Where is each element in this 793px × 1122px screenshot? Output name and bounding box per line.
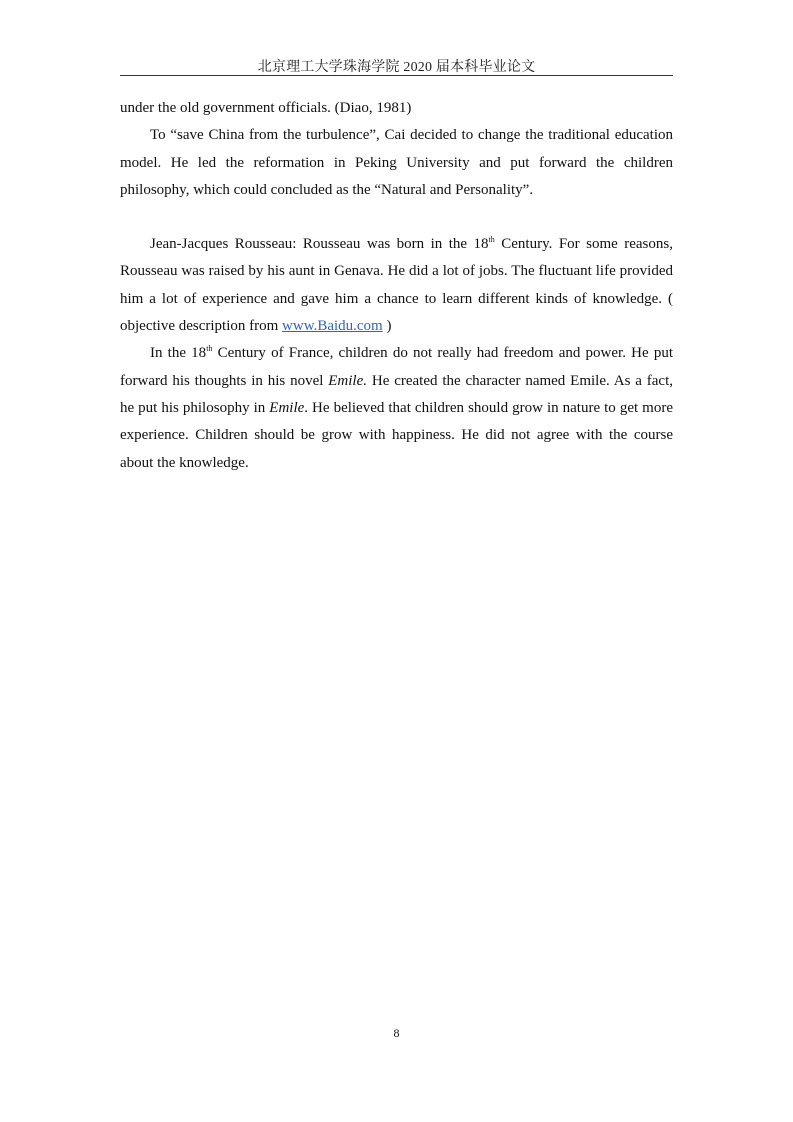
rousseau-text-c: )	[382, 318, 392, 335]
paragraph-gap	[120, 204, 673, 231]
emile-text-d: . He believed that children should grow in nature to get more experience. Children should be grow with happiness. He did not agree with the course about the knowledge.	[120, 399, 673, 471]
body-text	[120, 95, 673, 477]
paragraph-continuation: under the old government officials. (Diao, 1981)	[120, 100, 412, 116]
rousseau-text-a: Jean-Jacques Rousseau: Rousseau was born in the 18	[150, 236, 489, 253]
page-number: 8	[393, 1026, 400, 1040]
emile-text-b: Century of France, children do not really had freedom and power. He put forward his thoughts in his novel	[120, 345, 673, 389]
emile-text-a: In the 18	[150, 345, 207, 362]
page-header: 北京理工大学珠海学院 2020 届本科毕业论文	[257, 60, 536, 75]
ordinal-suffix: th	[206, 344, 213, 354]
header-rule	[120, 75, 673, 76]
emile-title: Emile.	[328, 372, 368, 389]
ordinal-suffix: th	[488, 235, 495, 245]
rousseau-text-b: Century. For some reasons, Rousseau was raised by his aunt in Genava. He did a lot of jobs. The fluctuant life provided him a lot of experience and gave him a chance to learn different kinds of knowledge. ( objective description from	[120, 236, 673, 335]
emile-text-c: He created the character named Emile. As a fact, he put his philosophy in	[120, 372, 674, 416]
emile-title: Emile	[269, 399, 305, 416]
baidu-link[interactable]: www.Baidu.com	[282, 318, 383, 335]
paragraph-cai: To “save China from the turbulence”, Cai decided to change the traditional education model. He led the reformation in Peking University and put forward the children philosophy, which could concluded as the “Natural and Personality”.	[120, 127, 673, 198]
paragraph-rousseau	[120, 231, 673, 340]
paragraph-emile	[120, 340, 673, 476]
